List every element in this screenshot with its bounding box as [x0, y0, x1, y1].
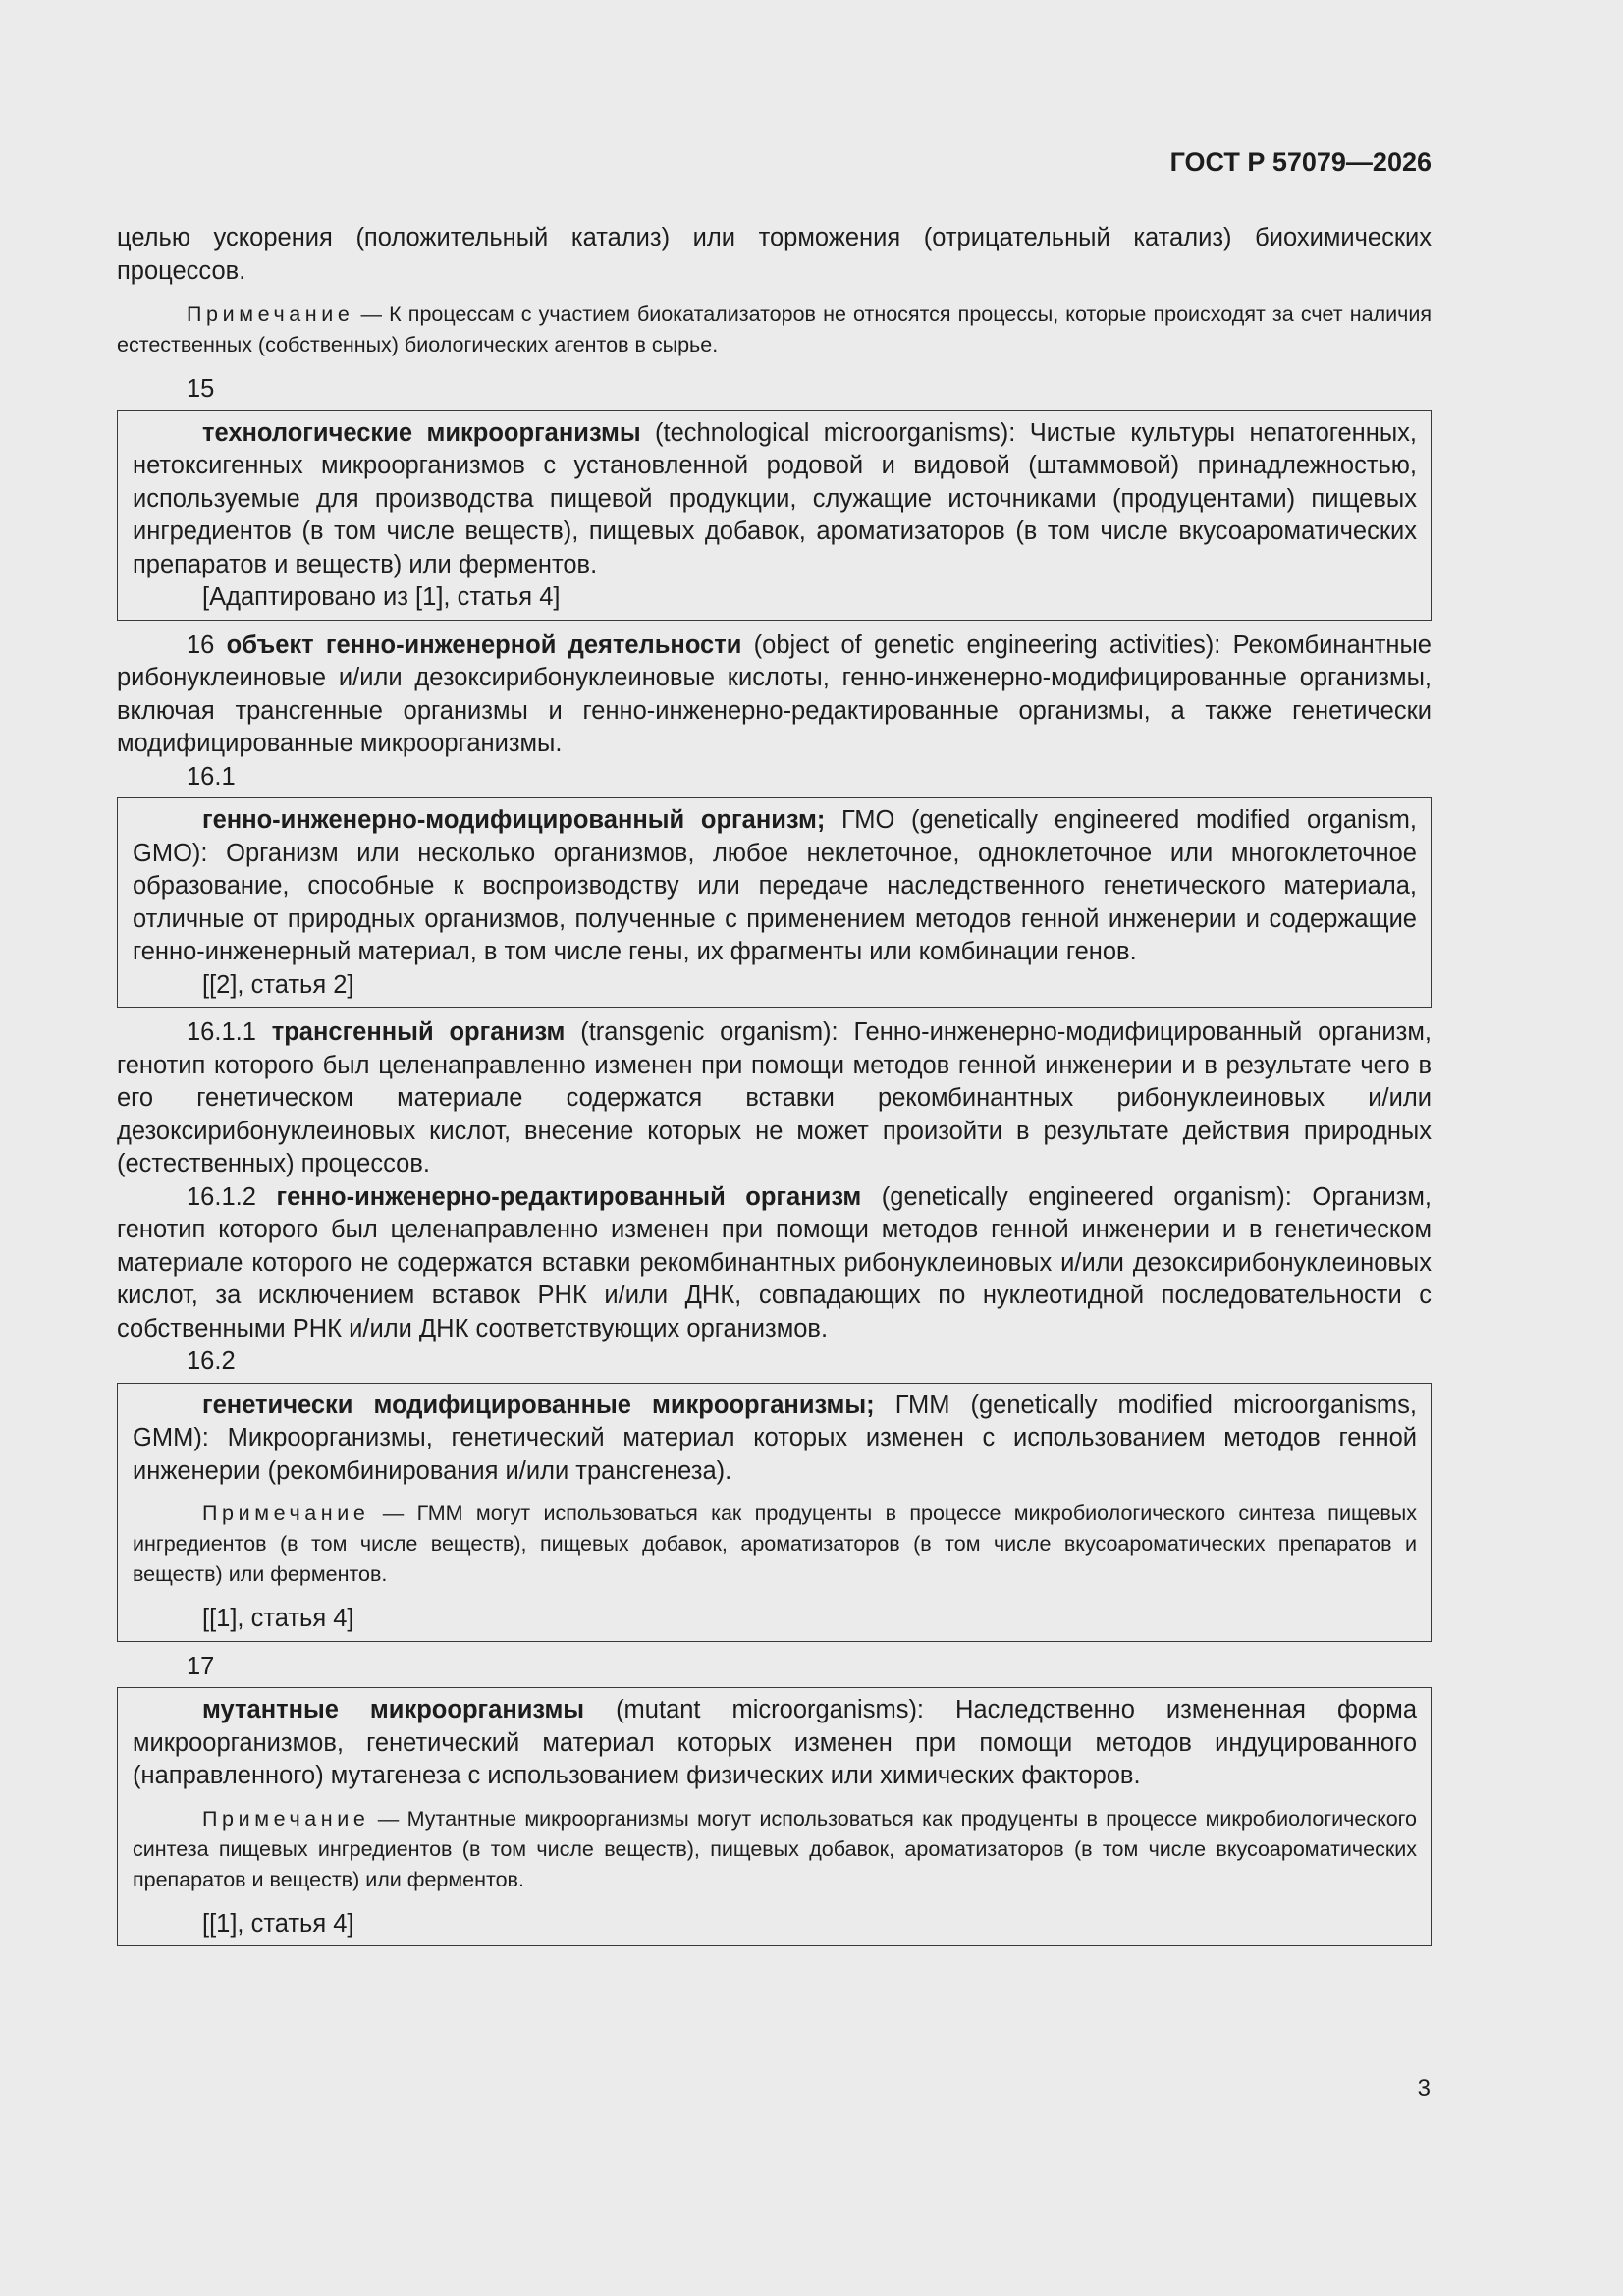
term-title: трансгенный организм	[271, 1018, 566, 1046]
term-number: 16.1.2	[187, 1182, 256, 1211]
term-box-16-1	[117, 797, 1432, 1008]
note-text: — Мутантные микроорганизмы могут использоваться как продуценты в процессе микробиологического синтеза пищевых ингредиентов (в том числе веществ), пищевых добавок, ароматизаторов (в том числе вкусоароматических препаратов и веществ) или ферментов.	[133, 1806, 1417, 1891]
term-number-16-1: 16.1	[187, 762, 236, 791]
term-box-15	[117, 410, 1432, 621]
term-source: [Адаптировано из [1], статья 4]	[202, 583, 561, 611]
term-text: (transgenic organism): Генно-инженерно-модифицированный организм, генотип которого был целенаправленно изменен при помощи методов генной инженерии и в результате чего в его генетическом материале содержатся вставки рекомбинантных рибонуклеиновых и/или дезоксирибонуклеиновых кислот, внесение которых не может произойти в результате действия природных (естественных) процессов.	[117, 1018, 1432, 1177]
term-definition-16-1-2	[117, 1181, 1432, 1346]
term-title: генетически модифицированные микроорганизмы;	[202, 1391, 875, 1419]
term-definition-15	[133, 417, 1417, 582]
term-title: генно-инженерно-модифицированный организм;	[202, 806, 826, 834]
term-text: (genetically engineered organism): Организм, генотип которого был целенаправленно изменен при помощи методов генной инженерии и в генетическом материале которого не содержатся вставки рекомбинантных рибонуклеиновых и/или дезоксирибонуклеиновых кислот, за исключением вставок РНК и/или ДНК, совпадающих по нуклеотидной последовательности с собственными РНК и/или ДНК соответствующих организмов.	[117, 1182, 1432, 1342]
term-definition-16-1-1	[117, 1016, 1432, 1181]
note-text: — К процессам с участием биокатализаторов не относятся процессы, которые происходят за счет наличия естественных (собственных) биологических агентов в сырье.	[117, 302, 1432, 356]
term-source: [[2], статья 2]	[202, 970, 354, 999]
term-title: генно-инженерно-редактированный организм	[276, 1182, 862, 1211]
term-definition-17	[133, 1694, 1417, 1793]
term-text: (technological microorganisms): Чистые культуры непатогенных, нетоксигенных микроорганизмов с установленной родовой и видовой (штаммовой) принадлежностью, используемые для производства пищевой продукции, служащие источниками (продуцентами) пищевых ингредиентов (в том числе веществ), пищевых добавок, ароматизаторов (в том числе вкусоароматических препаратов и веществ) или ферментов.	[133, 418, 1417, 578]
term-definition-16	[117, 629, 1432, 761]
term-number: 16	[187, 630, 215, 659]
document-header: ГОСТ Р 57079—2026	[1169, 147, 1432, 177]
term-text: ГММ (genetically modified microorganisms, GMM): Микроорганизмы, генетический материал которых изменен с использованием методов генной инженерии (рекомбинирования и/или трансгенеза).	[133, 1391, 1417, 1485]
term-number: 16.1.1	[187, 1018, 256, 1046]
term-box-16-2	[117, 1383, 1432, 1642]
term-number-15: 15	[187, 375, 215, 403]
document-body	[117, 222, 1432, 1955]
term-text: (mutant microorganisms): Наследственно измененная форма микроорганизмов, генетический материал которых изменен при помощи методов индуцированного (направленного) мутагенеза с использованием физических или химических факторов.	[133, 1696, 1417, 1789]
term-title: мутантные микроорганизмы	[202, 1696, 585, 1723]
note-label: Примечание	[202, 1806, 370, 1831]
term-text: (object of genetic engineering activities): Рекомбинантные рибонуклеиновые и/или дезоксирибонуклеиновые кислоты, генно-инженерно-модифицированные организмы, включая трансгенные организмы и генно-инженерно-редактированные организмы, а также генетически модифицированные микроорганизмы.	[117, 630, 1432, 757]
term-text: ГМО (genetically engineered modified organism, GMO): Организм или несколько организмов, любое неклеточное, одноклеточное или многоклеточное образование, способные к воспроизводству или передаче наследственного генетического материала, отличные от природных организмов, полученные с применением методов генной инженерии и содержащие генно-инженерный материал, в том числе гены, их фрагменты или комбинации генов.	[133, 806, 1417, 965]
term-definition-16-2	[133, 1390, 1417, 1489]
page-number: 3	[1417, 2075, 1431, 2102]
term-source: [[1], статья 4]	[202, 1909, 354, 1938]
term-number-17: 17	[187, 1652, 215, 1680]
note-label: Примечание	[202, 1502, 370, 1525]
intro-note	[117, 300, 1432, 360]
term-title: технологические микроорганизмы	[202, 418, 641, 447]
term-number-16-2: 16.2	[187, 1347, 236, 1375]
term-note	[133, 1804, 1417, 1895]
note-text: — ГММ могут использоваться как продуценты в процессе микробиологического синтеза пищевых ингредиентов (в том числе веществ), пищевых добавок, ароматизаторов (в том числе вкусоароматических препаратов и веществ) или ферментов.	[133, 1502, 1417, 1586]
term-box-17	[117, 1687, 1432, 1946]
intro-paragraph: целью ускорения (положительный катализ) или торможения (отрицательный катализ) биохимических процессов.	[117, 224, 1432, 285]
term-title: объект генно-инженерной деятельности	[226, 630, 742, 659]
term-source: [[1], статья 4]	[202, 1605, 354, 1632]
note-label: Примечание	[187, 302, 354, 326]
term-note	[133, 1499, 1417, 1590]
term-definition-16-1	[133, 804, 1417, 969]
